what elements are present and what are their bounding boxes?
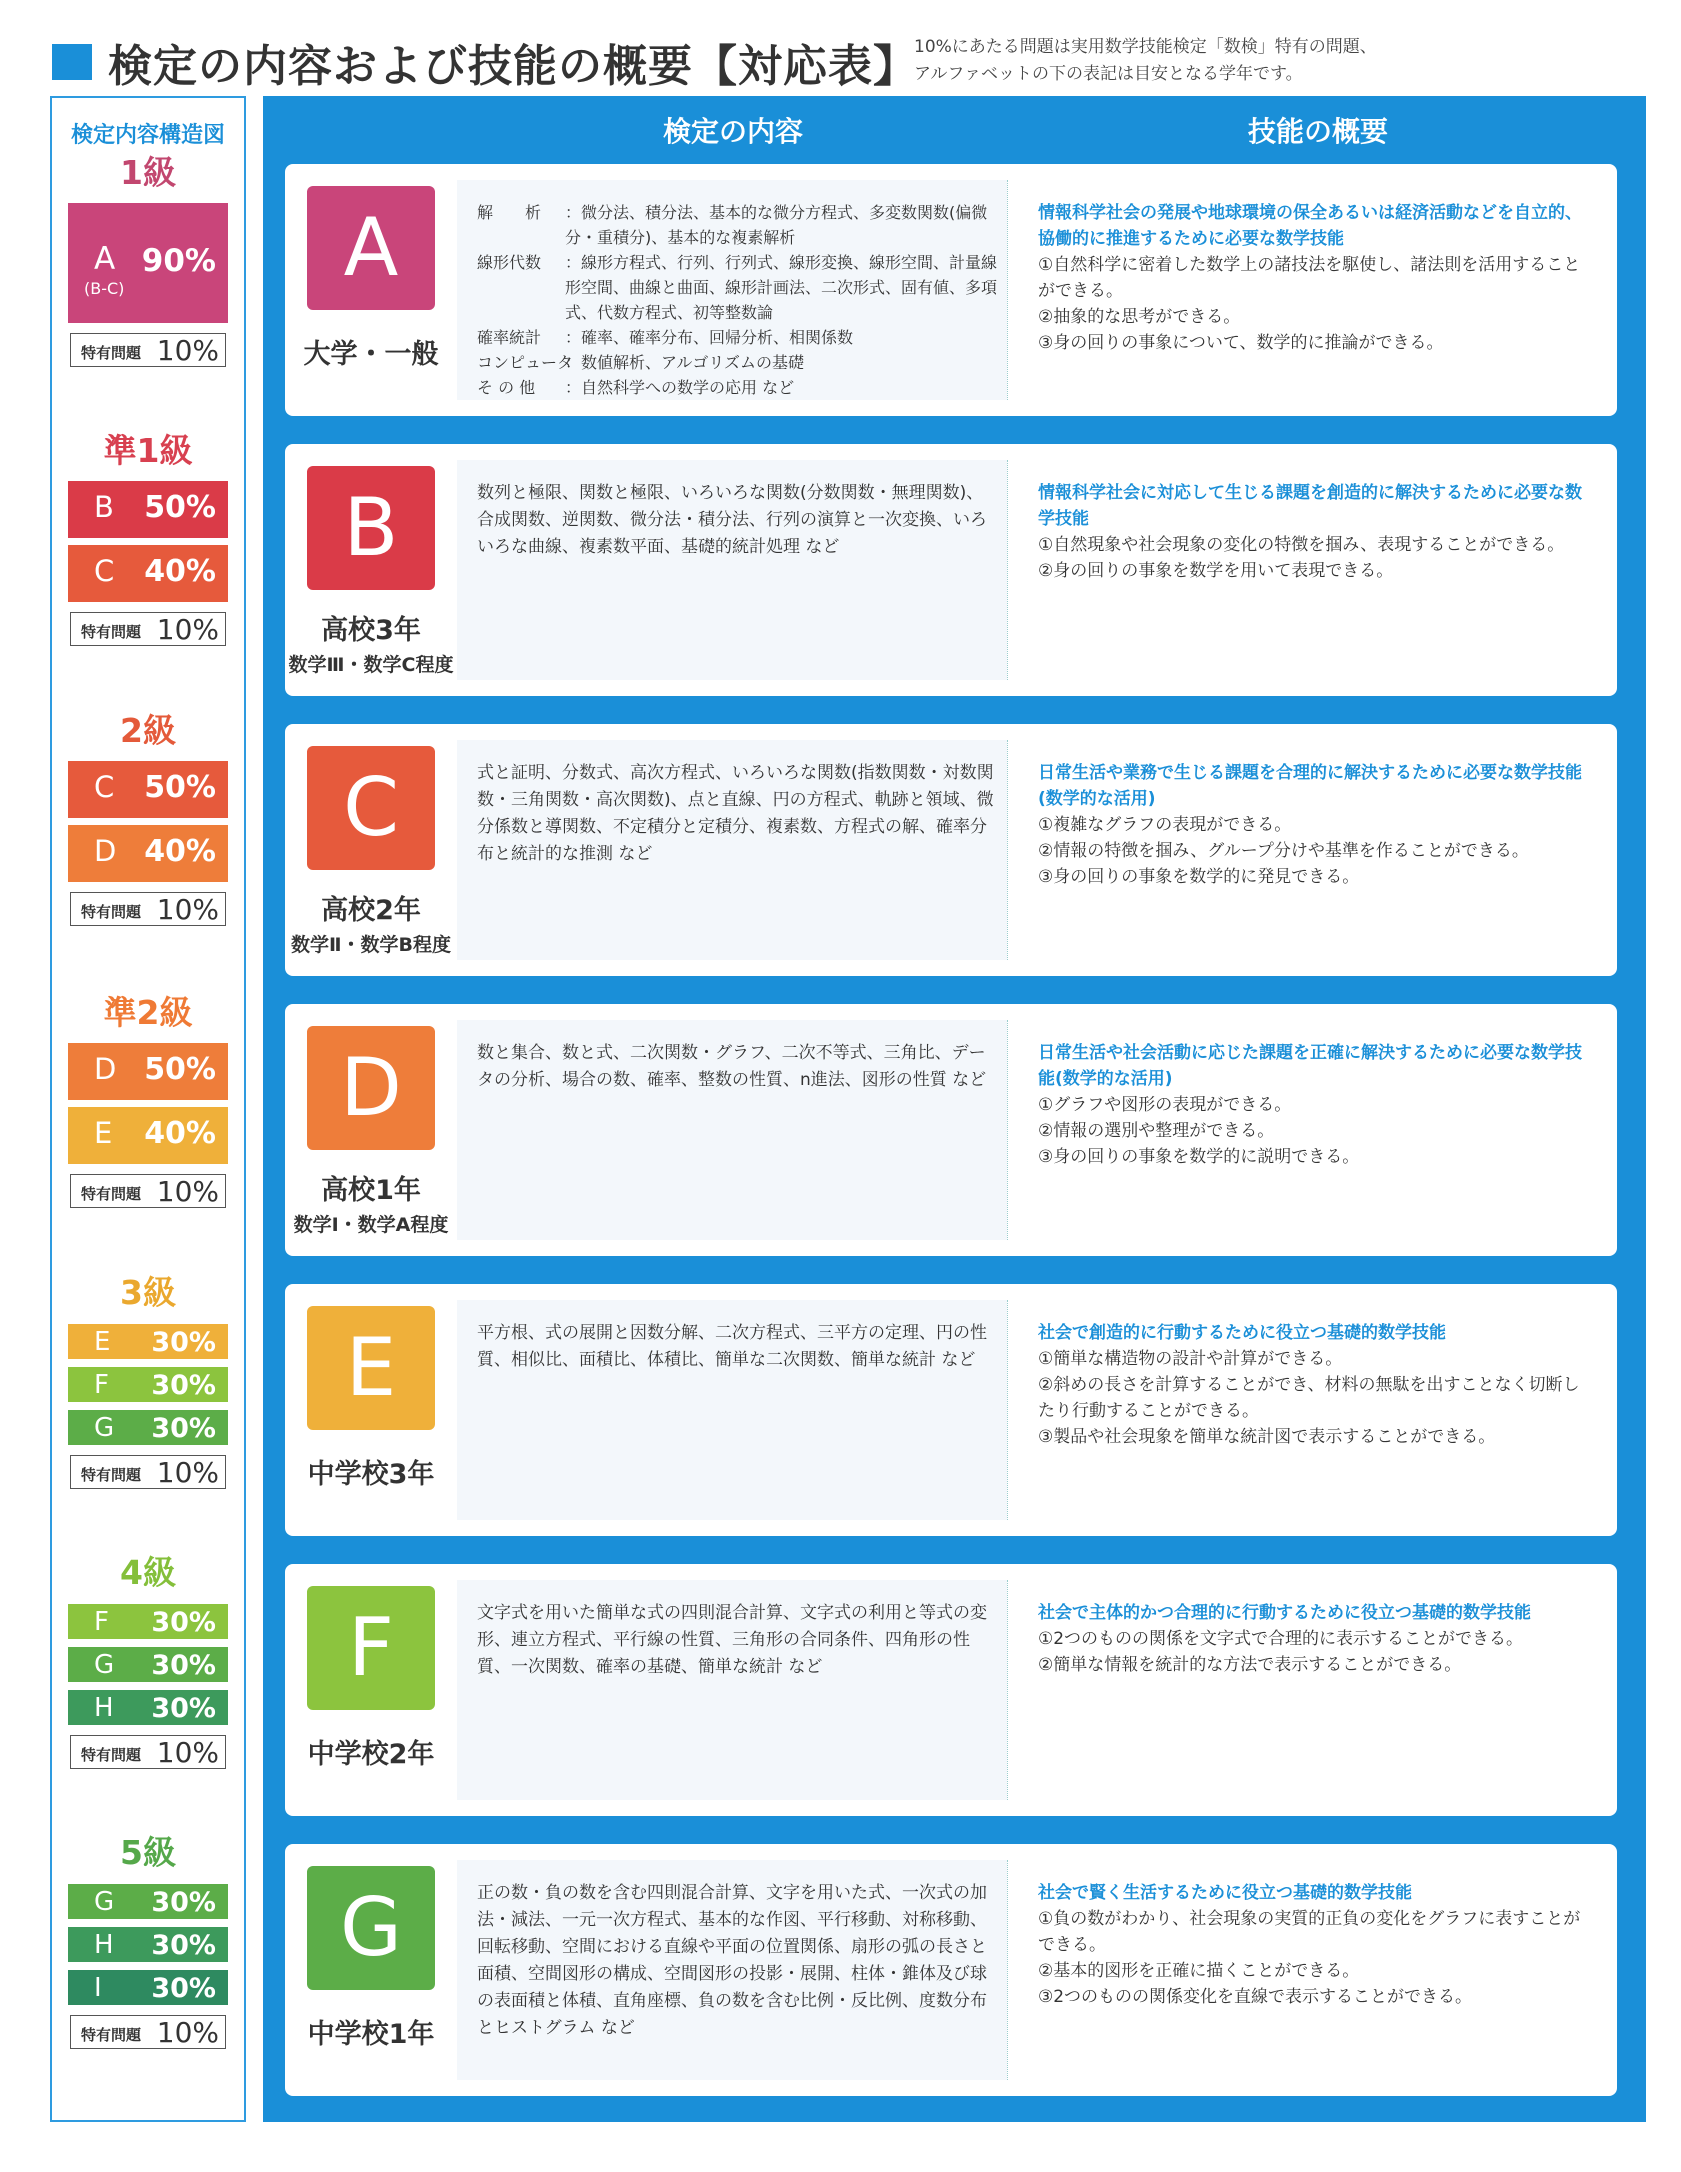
- special-label: 特有問題: [81, 344, 142, 362]
- skills-heading: 社会で主体的かつ合理的に行動するために役立つ基礎的数学技能: [1038, 1603, 1531, 1623]
- test-content-box: [457, 180, 1007, 400]
- skills-box: [1007, 180, 1603, 400]
- level-bar: [68, 1367, 228, 1402]
- test-content-box: [457, 1860, 1007, 2080]
- title-square-icon: [52, 44, 92, 80]
- header-note: [914, 34, 1377, 88]
- bar-percent: 30%: [151, 1607, 216, 1638]
- test-content-box: [457, 460, 1007, 680]
- test-content: [477, 200, 997, 400]
- skills-box: [1007, 1300, 1603, 1520]
- level-letter-badge: [307, 1866, 435, 1990]
- level-card: [285, 1844, 1617, 2096]
- level-letter-badge: [307, 1306, 435, 1430]
- skills-heading: 日常生活や業務で生じる課題を合理的に解決するために必要な数学技能(数学的な活用): [1038, 763, 1582, 809]
- skill-item: ①自然科学に密着した数学上の諸技法を駆使し、諸法則を活用することができる。: [1038, 255, 1581, 301]
- level-block: [68, 1550, 228, 1769]
- level-block: [68, 150, 228, 367]
- skill-item: ①負の数がわかり、社会現象の実質的正負の変化をグラフに表すことができる。: [1038, 1909, 1581, 1955]
- bar-letter: A: [94, 241, 116, 277]
- special-label: 特有問題: [81, 623, 142, 641]
- special-problem-box: [70, 1455, 226, 1489]
- bar-percent: 30%: [151, 1887, 216, 1918]
- skills-summary: [1038, 480, 1595, 584]
- skill-item: ②情報の特徴を掴み、グループ分けや基準を作ることができる。: [1038, 841, 1529, 861]
- level-block: [68, 708, 228, 926]
- content-row: [477, 350, 997, 375]
- skills-box: [1007, 1020, 1603, 1240]
- bar-sub: (B-C): [84, 279, 125, 298]
- skills-summary: [1038, 1040, 1595, 1170]
- skills-heading: 社会で創造的に行動するために役立つ基礎的数学技能: [1038, 1323, 1446, 1343]
- grade-label: 大学・一般: [303, 339, 439, 370]
- bar-percent: 30%: [151, 1930, 216, 1961]
- level-bar: [68, 1927, 228, 1962]
- level-letter: A: [343, 201, 399, 294]
- test-content-box: [457, 1020, 1007, 1240]
- skill-item: ②斜めの長さを計算することができ、材料の無駄を出すことなく切断したり行動することができる。: [1038, 1375, 1580, 1421]
- grade-sublabel: 数学Ⅱ・数学B程度: [291, 934, 451, 956]
- skills-summary: [1038, 1600, 1595, 1678]
- level-block: [68, 428, 228, 646]
- level-block: [68, 990, 228, 1208]
- level-letter: G: [340, 1881, 402, 1974]
- bar-letter: F: [94, 1607, 109, 1637]
- level-letter: E: [345, 1321, 397, 1414]
- level-bar: [68, 1604, 228, 1639]
- content-text: 式と証明、分数式、高次方程式、いろいろな関数(指数関数・対数関数・三角関数・高次関数)、点と直線、円の方程式、軌跡と領域、微分係数と導関数、不定積分と定積分、複素数、方程式の解、確率分布と統計的な推測 など: [477, 763, 994, 864]
- structure-panel: [50, 96, 246, 2122]
- content-table: [263, 96, 1646, 2122]
- bar-percent: 40%: [144, 834, 216, 869]
- level-name: 2級: [120, 711, 176, 750]
- skill-item: ③身の回りの事象を数学的に説明できる。: [1038, 1147, 1360, 1167]
- grade-label: 高校3年: [321, 615, 421, 646]
- level-bar: [68, 761, 228, 818]
- bar-percent: 30%: [151, 1650, 216, 1681]
- grade-label: 中学校1年: [307, 2019, 435, 2050]
- bar-percent: 50%: [144, 490, 216, 525]
- skill-item: ①複雑なグラフの表現ができる。: [1038, 815, 1292, 835]
- test-content: [477, 1880, 997, 2042]
- bar-letter: C: [94, 770, 115, 804]
- content-text: 正の数・負の数を含む四則混合計算、文字を用いた式、一次式の加法・減法、一元一次方程式、基本的な作図、平行移動、対称移動、回転移動、空間における直線や平面の位置関係、扇形の弧の長さと面積、空間図形の構成、空間図形の投影・展開、柱体・錐体及び球の表面積と体積、直角座標、負の数を含む比例・反比例、度数分布とヒストグラム など: [477, 1883, 987, 2038]
- bar-percent: 50%: [144, 1052, 216, 1087]
- skills-summary: [1038, 760, 1595, 890]
- level-bar: [68, 825, 228, 882]
- level-card: [285, 164, 1617, 416]
- skills-summary: [1038, 1320, 1595, 1450]
- header-note-line: アルファベットの下の表記は目安となる学年です。: [914, 64, 1303, 84]
- content-text: 数と集合、数と式、二次関数・グラフ、二次不等式、三角比、データの分析、場合の数、確率、整数の性質、n進法、図形の性質 など: [477, 1043, 987, 1090]
- level-bar: [68, 1324, 228, 1359]
- skills-box: [1007, 1580, 1603, 1800]
- skills-heading: 情報科学社会の発展や地球環境の保全あるいは経済活動などを自立的、協働的に推進するために必要な数学技能: [1038, 203, 1582, 249]
- skills-box: [1007, 1860, 1603, 2080]
- skill-item: ③製品や社会現象を簡単な統計図で表示することができる。: [1038, 1427, 1496, 1447]
- grade-label: 高校1年: [321, 1175, 421, 1206]
- column-header-skills: 技能の概要: [1248, 115, 1389, 148]
- bar-percent: 90%: [141, 243, 216, 279]
- bar-letter: E: [94, 1327, 111, 1357]
- bar-percent: 30%: [151, 1973, 216, 2004]
- level-bar: [68, 481, 228, 538]
- grade-label: 中学校3年: [307, 1459, 435, 1490]
- header-note-line: 10%にあたる問題は実用数学技能検定「数検」特有の問題、: [914, 37, 1377, 57]
- special-percent: 10%: [156, 613, 219, 646]
- test-content-box: [457, 1300, 1007, 1520]
- content-text: 文字式を用いた簡単な式の四則混合計算、文字式の利用と等式の変形、連立方程式、平行線の性質、三角形の合同条件、四角形の性質、一次関数、確率の基礎、簡単な統計 など: [477, 1603, 987, 1677]
- skills-box: [1007, 740, 1603, 960]
- skill-item: ③身の回りの事象を数学的に発見できる。: [1038, 867, 1360, 887]
- level-letter-badge: [307, 1026, 435, 1150]
- level-bar: [68, 1884, 228, 1919]
- level-name: 準2級: [103, 993, 193, 1032]
- skill-item: ②基本的図形を正確に描くことができる。: [1038, 1961, 1360, 1981]
- level-name: 4級: [120, 1553, 176, 1592]
- grade-label: 高校2年: [321, 895, 421, 926]
- bar-percent: 30%: [151, 1327, 216, 1358]
- bar-letter: I: [94, 1973, 102, 2003]
- skill-item: ③身の回りの事象について、数学的に推論ができる。: [1038, 333, 1444, 353]
- content-field: コンピュータ: [477, 353, 574, 372]
- level-card: [285, 444, 1617, 696]
- content-field: そ の 他: [477, 378, 536, 397]
- content-topics: ：確率、確率分布、回帰分析、相関係数: [565, 328, 854, 347]
- skills-heading: 日常生活や社会活動に応じた課題を正確に解決するために必要な数学技能(数学的な活用): [1038, 1043, 1582, 1089]
- level-letter: D: [340, 1041, 402, 1134]
- skills-summary: [1038, 1880, 1595, 2010]
- level-card: [285, 1004, 1617, 1256]
- test-content: [477, 760, 997, 868]
- special-label: 特有問題: [81, 1746, 142, 1764]
- level-letter-badge: [307, 466, 435, 590]
- special-label: 特有問題: [81, 903, 142, 921]
- bar-percent: 40%: [144, 554, 216, 589]
- content-row: [477, 250, 997, 325]
- bar-letter: E: [94, 1116, 113, 1150]
- skill-item: ②簡単な情報を統計的な方法で表示することができる。: [1038, 1655, 1462, 1675]
- content-row: [477, 375, 997, 400]
- bar-letter: B: [94, 490, 114, 524]
- level-bar: [68, 1647, 228, 1682]
- level-bar: [68, 545, 228, 602]
- test-content: [477, 1600, 997, 1681]
- skill-item: ①2つのものの関係を文字式で合理的に表示することができる。: [1038, 1629, 1524, 1649]
- level-bar: [68, 1043, 228, 1100]
- content-field: 解 析: [477, 203, 542, 222]
- special-problem-box: [70, 1735, 226, 1769]
- level-block: [68, 1270, 228, 1489]
- level-name: 5級: [120, 1833, 176, 1872]
- bar-letter: H: [94, 1930, 114, 1960]
- skill-item: ①自然現象や社会現象の変化の特徴を掴み、表現することができる。: [1038, 535, 1565, 555]
- level-bar: [68, 1970, 228, 2005]
- bar-letter: D: [94, 834, 117, 868]
- grade-label: 中学校2年: [307, 1739, 435, 1770]
- content-topics: ：微分法、積分法、基本的な微分方程式、多変数関数(偏微分・重積分)、基本的な複素解析: [565, 203, 988, 247]
- grade-sublabel: 数学Ⅰ・数学A程度: [293, 1214, 449, 1236]
- level-letter-badge: [307, 746, 435, 870]
- level-name: 3級: [120, 1273, 176, 1312]
- special-percent: 10%: [156, 1736, 219, 1769]
- bar-letter: G: [94, 1413, 115, 1443]
- bar-percent: 30%: [151, 1693, 216, 1724]
- skills-box: [1007, 460, 1603, 680]
- bar-letter: G: [94, 1887, 115, 1917]
- level-card: [285, 724, 1617, 976]
- level-bar: [68, 1410, 228, 1445]
- test-content: [477, 1040, 997, 1094]
- content-row: [477, 200, 997, 250]
- level-bar: [68, 203, 228, 323]
- bar-letter: H: [94, 1693, 114, 1723]
- level-letter-badge: [307, 1586, 435, 1710]
- special-problem-box: [70, 2015, 226, 2049]
- bar-letter: F: [94, 1370, 109, 1400]
- bar-letter: G: [94, 1650, 115, 1680]
- level-name: 準1級: [103, 431, 193, 470]
- level-letter-badge: [307, 186, 435, 310]
- special-percent: 10%: [156, 2016, 219, 2049]
- bar-letter: D: [94, 1052, 117, 1086]
- skill-item: ②身の回りの事象を数学を用いて表現できる。: [1038, 561, 1394, 581]
- level-name: 1級: [120, 153, 176, 192]
- bar-percent: 30%: [151, 1370, 216, 1401]
- content-topics: ：自然科学への数学の応用 など: [565, 378, 795, 397]
- bar-percent: 40%: [144, 1116, 216, 1151]
- special-problem-box: [70, 892, 226, 926]
- special-problem-box: [70, 333, 226, 367]
- skill-item: ②抽象的な思考ができる。: [1038, 307, 1241, 327]
- special-percent: 10%: [156, 893, 219, 926]
- skill-item: ①簡単な構造物の設計や計算ができる。: [1038, 1349, 1343, 1369]
- bar-percent: 30%: [151, 1413, 216, 1444]
- special-problem-box: [70, 1174, 226, 1208]
- test-content-box: [457, 740, 1007, 960]
- skill-item: ①グラフや図形の表現ができる。: [1038, 1095, 1292, 1115]
- skill-item: ②情報の選別や整理ができる。: [1038, 1121, 1275, 1141]
- special-percent: 10%: [156, 1456, 219, 1489]
- bar-percent: 50%: [144, 770, 216, 805]
- special-percent: 10%: [156, 334, 219, 367]
- level-letter: B: [343, 481, 399, 574]
- column-header-content: 検定の内容: [663, 115, 804, 148]
- structure-title: 検定内容構造図: [70, 123, 225, 148]
- level-card: [285, 1284, 1617, 1536]
- special-percent: 10%: [156, 1175, 219, 1208]
- special-label: 特有問題: [81, 1466, 142, 1484]
- content-field: 線形代数: [477, 253, 542, 272]
- level-card: [285, 1564, 1617, 1816]
- special-problem-box: [70, 612, 226, 646]
- bar-letter: C: [94, 554, 115, 588]
- level-bar: [68, 1690, 228, 1725]
- special-label: 特有問題: [81, 1185, 142, 1203]
- grade-sublabel: 数学Ⅲ・数学C程度: [288, 654, 454, 676]
- skill-item: ③2つのものの関係変化を直線で表示することができる。: [1038, 1987, 1473, 2007]
- skills-heading: 社会で賢く生活するために役立つ基礎的数学技能: [1038, 1883, 1412, 1903]
- content-text: 平方根、式の展開と因数分解、二次方程式、三平方の定理、円の性質、相似比、面積比、体積比、簡単な二次関数、簡単な統計 など: [477, 1323, 987, 1370]
- level-block: [68, 1830, 228, 2049]
- level-bar: [68, 1107, 228, 1164]
- skills-summary: [1038, 200, 1595, 356]
- level-letter: C: [343, 761, 399, 854]
- content-topics: ：線形方程式、行列、行列式、線形変換、線形空間、計量線形空間、曲線と曲面、線形計画法、二次形式、固有値、多項式、代数方程式、初等整数論: [565, 253, 998, 322]
- test-content: [477, 1320, 997, 1374]
- content-text: 数列と極限、関数と極限、いろいろな関数(分数関数・無理関数)、合成関数、逆関数、微分法・積分法、行列の演算と一次変換、いろいろな曲線、複素数平面、基礎的統計処理 など: [477, 483, 987, 557]
- content-field: 確率統計: [477, 328, 542, 347]
- page-title: 検定の内容および技能の概要【対応表】: [108, 41, 918, 92]
- test-content-box: [457, 1580, 1007, 1800]
- content-row: [477, 325, 997, 350]
- special-label: 特有問題: [81, 2026, 142, 2044]
- skills-heading: 情報科学社会に対応して生じる課題を創造的に解決するために必要な数学技能: [1038, 483, 1582, 529]
- level-letter: F: [347, 1601, 394, 1694]
- content-topics: ：数値解析、アルゴリズムの基礎: [565, 353, 805, 372]
- test-content: [477, 480, 997, 561]
